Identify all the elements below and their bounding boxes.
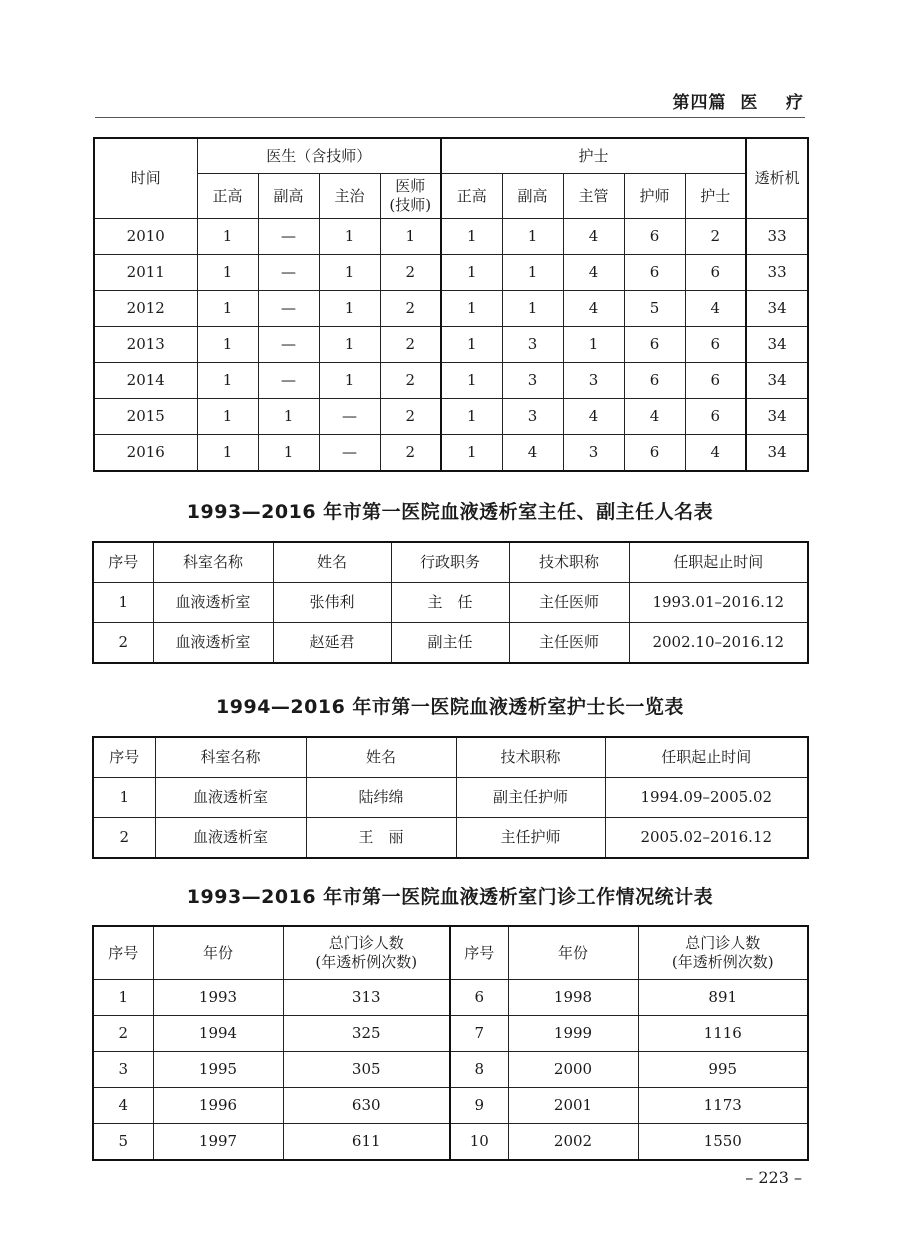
table-cell: 1	[441, 327, 502, 363]
table-cell: 1	[258, 435, 319, 472]
table-cell: 1	[441, 399, 502, 435]
table-cell: 1	[197, 327, 258, 363]
table-cell: —	[258, 291, 319, 327]
table-cell: 1994.09–2005.02	[605, 778, 808, 818]
table-row	[93, 583, 808, 623]
table-cell: 1	[563, 327, 624, 363]
col-header-doctor-3: 医师 (技师)	[380, 174, 441, 219]
table-cell: 5	[624, 291, 685, 327]
table-cell: 2002.10–2016.12	[629, 623, 808, 664]
table-cell: 1116	[638, 1016, 808, 1052]
table-cell: 3	[502, 363, 563, 399]
table-cell: 2	[380, 255, 441, 291]
table-cell: 1	[197, 291, 258, 327]
table-cell: 1	[441, 435, 502, 472]
table-cell: 1	[319, 363, 380, 399]
col-header-machine: 透析机	[746, 138, 808, 219]
table-cell: 1994	[153, 1016, 283, 1052]
chapter-heading: 第四篇 医 疗	[672, 93, 804, 113]
table-cell: 主任医师	[509, 623, 629, 664]
table-cell: 305	[283, 1052, 450, 1088]
table-cell: 891	[638, 980, 808, 1016]
table-cell: 33	[746, 255, 808, 291]
col-header: 行政职务	[391, 542, 509, 583]
table-cell: 2	[93, 623, 153, 664]
table-cell: 副主任护师	[456, 778, 605, 818]
table-row	[94, 327, 808, 363]
table-row	[94, 399, 808, 435]
table-cell: 10	[450, 1124, 508, 1161]
directors-table-title: 1993—2016 年市第一医院血液透析室主任、副主任人名表	[186, 501, 714, 523]
table-cell: 1	[319, 219, 380, 255]
table-cell: 2	[380, 327, 441, 363]
table-cell: —	[258, 255, 319, 291]
table-cell: 1	[197, 399, 258, 435]
table-cell: 1	[93, 778, 155, 818]
group-header-doctor: 医生（含技师）	[197, 138, 441, 174]
table-cell: 1996	[153, 1088, 283, 1124]
table-row	[94, 363, 808, 399]
table-cell: 4	[624, 399, 685, 435]
table-cell: 2012	[94, 291, 197, 327]
table-cell: 1	[319, 255, 380, 291]
table-cell: 1	[258, 399, 319, 435]
table-cell: 3	[563, 435, 624, 472]
page-number: – 223 –	[745, 1168, 802, 1187]
col-header: 年份	[153, 926, 283, 980]
table-cell: 4	[563, 291, 624, 327]
table-cell: 2005.02–2016.12	[605, 818, 808, 859]
col-header: 姓名	[306, 737, 456, 778]
table-cell: —	[319, 399, 380, 435]
col-header: 科室名称	[155, 737, 306, 778]
table-cell: 8	[450, 1052, 508, 1088]
table-cell: 血液透析室	[155, 818, 306, 859]
table-cell: 3	[93, 1052, 153, 1088]
table-cell: 1	[197, 363, 258, 399]
table-cell: —	[258, 327, 319, 363]
table-cell: 1	[197, 219, 258, 255]
col-header: 技术职称	[456, 737, 605, 778]
table-cell: 张伟利	[273, 583, 391, 623]
table-cell: 赵延君	[273, 623, 391, 664]
table-row	[93, 623, 808, 664]
table-cell: 2010	[94, 219, 197, 255]
col-header: 技术职称	[509, 542, 629, 583]
table-cell: 1	[93, 980, 153, 1016]
table-cell: 1550	[638, 1124, 808, 1161]
table-cell: 1993	[153, 980, 283, 1016]
col-header: 任职起止时间	[629, 542, 808, 583]
table-cell: —	[258, 363, 319, 399]
col-header-doctor-2: 主治	[319, 174, 380, 219]
table-cell: 6	[624, 327, 685, 363]
table-cell: 1173	[638, 1088, 808, 1124]
table-cell: 1	[441, 219, 502, 255]
col-header: 序号	[450, 926, 508, 980]
table-cell: 2	[380, 435, 441, 472]
table-cell: 6	[624, 219, 685, 255]
table-cell: 4	[563, 255, 624, 291]
table-cell: 1	[441, 291, 502, 327]
table-cell: 2015	[94, 399, 197, 435]
table-cell: 1	[319, 327, 380, 363]
table-cell: 1	[380, 219, 441, 255]
table-cell: 9	[450, 1088, 508, 1124]
table-cell: 6	[624, 363, 685, 399]
table-cell: 1997	[153, 1124, 283, 1161]
table-cell: 血液透析室	[155, 778, 306, 818]
col-header-time: 时间	[94, 138, 197, 219]
table-cell: 2014	[94, 363, 197, 399]
table-cell: 2016	[94, 435, 197, 472]
table-cell: 1	[441, 363, 502, 399]
table-cell: 1	[502, 291, 563, 327]
table-cell: 4	[685, 435, 746, 472]
col-header: 序号	[93, 737, 155, 778]
table-cell: 6	[624, 255, 685, 291]
table-cell: 2013	[94, 327, 197, 363]
outpatient-table	[92, 925, 809, 1161]
table-row	[94, 255, 808, 291]
table-cell: 1	[93, 583, 153, 623]
table-cell: 1993.01–2016.12	[629, 583, 808, 623]
table-cell: 主任护师	[456, 818, 605, 859]
table-cell: 2	[685, 219, 746, 255]
group-header-nurse: 护士	[441, 138, 746, 174]
col-header-nurse-1: 副高	[502, 174, 563, 219]
table-row	[93, 778, 808, 818]
table-cell: 34	[746, 327, 808, 363]
table-cell: 2	[380, 363, 441, 399]
table-cell: 1999	[508, 1016, 638, 1052]
table-cell: 2	[93, 1016, 153, 1052]
table-cell: 6	[624, 435, 685, 472]
table-cell: 7	[450, 1016, 508, 1052]
header-rule	[95, 117, 805, 118]
table-cell: 4	[563, 219, 624, 255]
table-cell: 995	[638, 1052, 808, 1088]
table-cell: 主 任	[391, 583, 509, 623]
col-header-nurse-4: 护士	[685, 174, 746, 219]
col-header-nurse-2: 主管	[563, 174, 624, 219]
table-cell: 1	[197, 435, 258, 472]
col-header: 序号	[93, 542, 153, 583]
col-header-nurse-3: 护师	[624, 174, 685, 219]
head-nurse-table	[92, 736, 809, 859]
col-header: 任职起止时间	[605, 737, 808, 778]
table-cell: 33	[746, 219, 808, 255]
table-row	[93, 1088, 808, 1124]
table-cell: 1995	[153, 1052, 283, 1088]
table-cell: 325	[283, 1016, 450, 1052]
staff-table	[93, 137, 809, 472]
col-header: 总门诊人数 (年透析例次数)	[283, 926, 450, 980]
table-cell: 34	[746, 435, 808, 472]
table-cell: 1	[319, 291, 380, 327]
table-cell: 血液透析室	[153, 623, 273, 664]
outpatient-table-title: 1993—2016 年市第一医院血液透析室门诊工作情况统计表	[186, 886, 714, 908]
table-cell: 4	[93, 1088, 153, 1124]
table-row	[93, 1016, 808, 1052]
table-cell: 4	[502, 435, 563, 472]
col-header: 科室名称	[153, 542, 273, 583]
col-header: 年份	[508, 926, 638, 980]
table-row	[94, 291, 808, 327]
table-cell: 血液透析室	[153, 583, 273, 623]
table-cell: 6	[685, 255, 746, 291]
table-cell: 2	[93, 818, 155, 859]
table-cell: 611	[283, 1124, 450, 1161]
col-header: 序号	[93, 926, 153, 980]
table-cell: 34	[746, 363, 808, 399]
table-cell: 2001	[508, 1088, 638, 1124]
table-cell: 34	[746, 291, 808, 327]
col-header-doctor-1: 副高	[258, 174, 319, 219]
table-row	[94, 219, 808, 255]
table-cell: 2002	[508, 1124, 638, 1161]
table-row	[93, 980, 808, 1016]
table-row	[93, 1124, 808, 1161]
table-cell: 副主任	[391, 623, 509, 664]
table-cell: 3	[563, 363, 624, 399]
table-cell: 4	[685, 291, 746, 327]
table-cell: 3	[502, 327, 563, 363]
table-cell: 4	[563, 399, 624, 435]
table-cell: 1998	[508, 980, 638, 1016]
table-cell: 313	[283, 980, 450, 1016]
col-header: 姓名	[273, 542, 391, 583]
table-cell: 6	[450, 980, 508, 1016]
col-header-doctor-0: 正高	[197, 174, 258, 219]
col-header-nurse-0: 正高	[441, 174, 502, 219]
table-cell: 陆纬绵	[306, 778, 456, 818]
table-cell: 3	[502, 399, 563, 435]
table-cell: 1	[502, 255, 563, 291]
table-cell: 2011	[94, 255, 197, 291]
table-row	[93, 818, 808, 859]
table-row	[93, 1052, 808, 1088]
table-cell: 王 丽	[306, 818, 456, 859]
table-cell: 2000	[508, 1052, 638, 1088]
table-cell: —	[319, 435, 380, 472]
col-header: 总门诊人数 (年透析例次数)	[638, 926, 808, 980]
table-cell: 1	[441, 255, 502, 291]
table-cell: 6	[685, 327, 746, 363]
head-nurse-table-title: 1994—2016 年市第一医院血液透析室护士长一览表	[216, 696, 684, 718]
table-cell: 主任医师	[509, 583, 629, 623]
table-cell: 34	[746, 399, 808, 435]
table-cell: 2	[380, 291, 441, 327]
table-row	[94, 435, 808, 472]
table-cell: —	[258, 219, 319, 255]
table-cell: 6	[685, 399, 746, 435]
table-cell: 5	[93, 1124, 153, 1161]
table-cell: 6	[685, 363, 746, 399]
table-cell: 630	[283, 1088, 450, 1124]
table-cell: 1	[197, 255, 258, 291]
table-cell: 1	[502, 219, 563, 255]
directors-table	[92, 541, 809, 664]
table-cell: 2	[380, 399, 441, 435]
